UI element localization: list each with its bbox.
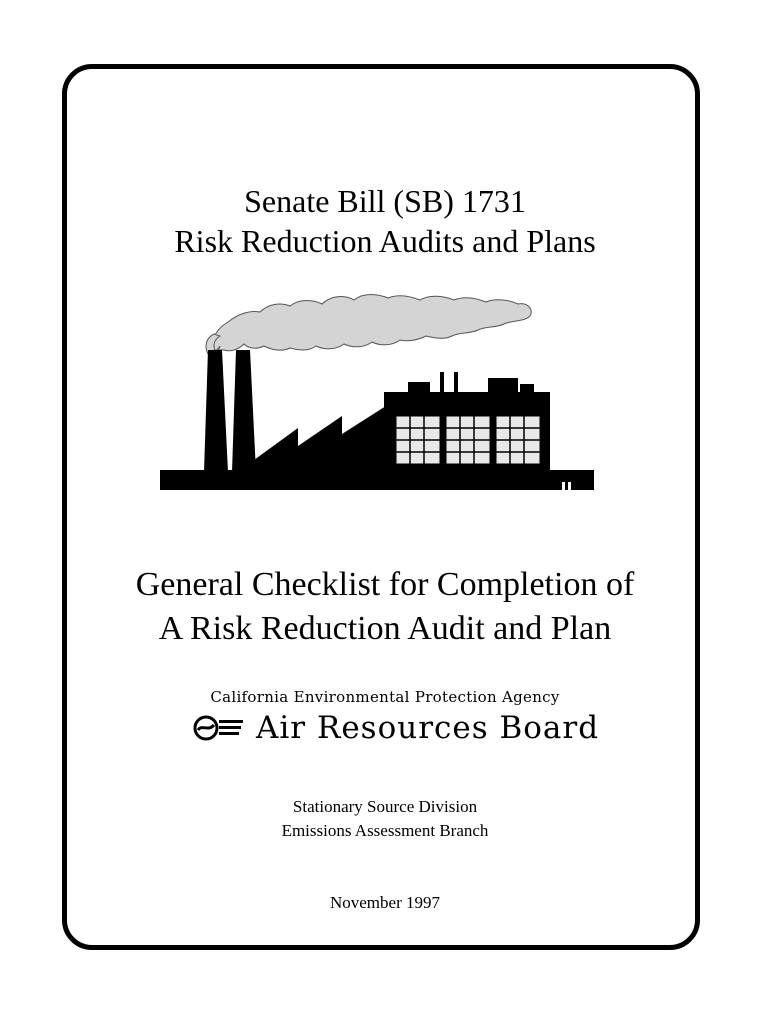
publication-date: November 1997 xyxy=(329,893,440,912)
roof-pipe-2 xyxy=(454,372,458,392)
title-line-1: Senate Bill (SB) 1731 xyxy=(244,183,526,219)
division-line-1: Stationary Source Division xyxy=(292,797,478,816)
document-title xyxy=(62,181,708,261)
agency-name: California Environmental Protection Agency xyxy=(210,688,560,706)
division-line-2: Emissions Assessment Branch xyxy=(281,821,489,840)
title-line-2: Risk Reduction Audits and Plans xyxy=(174,223,596,259)
roof-unit-2 xyxy=(488,378,518,392)
arb-logo-icon xyxy=(192,713,244,743)
checklist-title xyxy=(62,563,708,651)
roof-unit-1 xyxy=(408,382,430,392)
chimney-right xyxy=(232,350,256,472)
ground-base xyxy=(160,470,594,490)
roof-pipe-1 xyxy=(440,372,444,392)
sawtooth-building xyxy=(254,406,386,472)
arb-signature xyxy=(192,708,599,748)
checklist-line-2: A Risk Reduction Audit and Plan xyxy=(158,610,612,647)
factory-icon xyxy=(158,288,598,494)
smoke-cloud xyxy=(212,295,531,355)
board-name: Air Resources Board xyxy=(256,710,600,746)
base-door-1 xyxy=(562,482,565,490)
division-info xyxy=(0,795,770,843)
base-door-2 xyxy=(568,482,571,490)
chimney-left xyxy=(204,350,228,472)
checklist-line-1: General Checklist for Completion of xyxy=(135,566,635,603)
roof-unit-3 xyxy=(520,384,534,392)
